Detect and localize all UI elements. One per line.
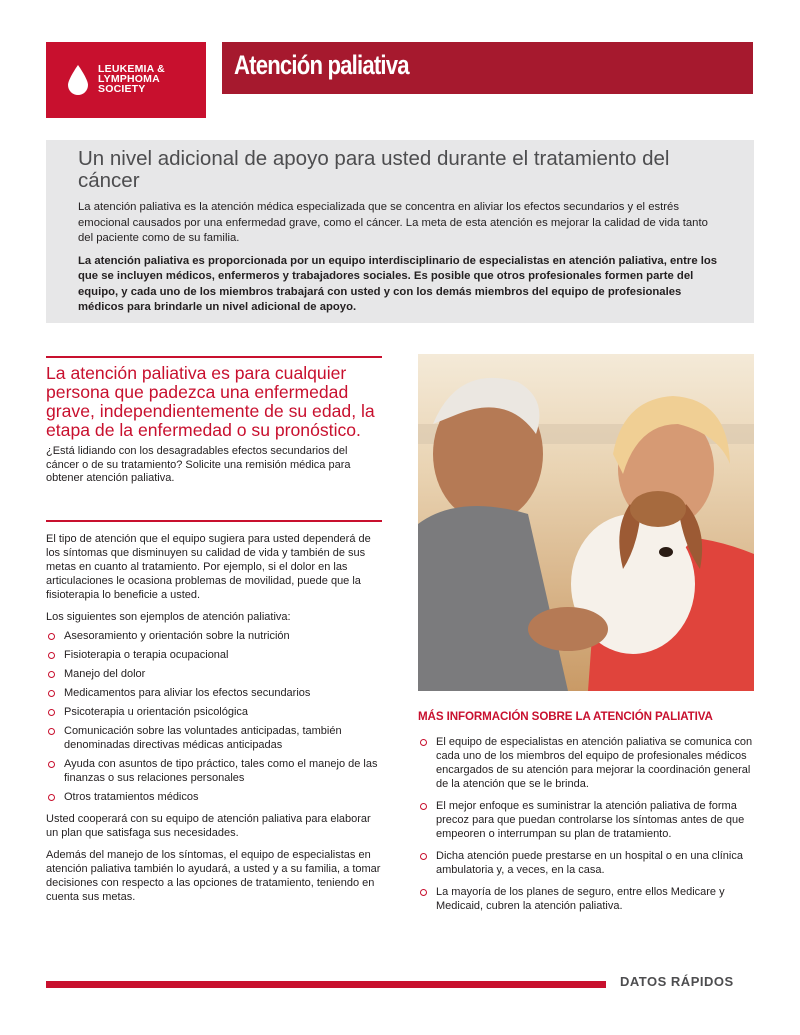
list-item: El mejor enfoque es suministrar la atención paliativa de forma precoz para que puedan controlarse los síntomas antes de que empeoren o interrumpan su plan de tratamiento. bbox=[418, 799, 754, 841]
photo-illustration bbox=[418, 354, 754, 691]
list-intro: Los siguientes son ejemplos de atención paliativa: bbox=[46, 611, 291, 623]
logo-wordmark bbox=[98, 64, 165, 94]
logo-line-1: LEUKEMIA & bbox=[98, 63, 165, 75]
footer-label: DATOS RÁPIDOS bbox=[620, 974, 734, 989]
list-item: Medicamentos para aliviar los efectos secundarios bbox=[46, 686, 382, 700]
logo-line-3: SOCIETY bbox=[98, 83, 146, 95]
list-item: Comunicación sobre las voluntades anticipadas, también denominadas directivas médicas anticipadas bbox=[46, 724, 382, 752]
list-item: Manejo del dolor bbox=[46, 667, 382, 681]
list-item: Ayuda con asuntos de tipo práctico, tales como el manejo de las finanzas o sus relaciones personales bbox=[46, 757, 382, 785]
blood-drop-icon bbox=[66, 64, 90, 96]
list-item: Psicoterapia u orientación psicológica bbox=[46, 705, 382, 719]
intro-box bbox=[46, 140, 754, 323]
left-column bbox=[46, 532, 382, 912]
intro-paragraph-2: La atención paliativa es proporcionada por un equipo interdisciplinario de especialistas en atención paliativa, entre los que se incluyen médicos, enfermeros y trabajadores sociales. Es posible que otros profesionales formen parte del equipo, y cada uno de los miembros trabajará con usted y con los demás miembros del equipo de profesionales médicos para brindarle un nivel adicional de apoyo. bbox=[78, 254, 718, 313]
more-info-heading: MÁS INFORMACIÓN SOBRE LA ATENCIÓN PALIATIVA bbox=[418, 710, 713, 723]
page-title: Atención paliativa bbox=[234, 50, 409, 80]
list-item: Asesoramiento y orientación sobre la nutrición bbox=[46, 629, 382, 643]
intro-paragraph-1: La atención paliativa es la atención médica especializada que se concentra en aliviar los efectos secundarios y el estrés emocional causados por una enfermedad grave, como el cáncer. La meta de esta atención es mejorar la calidad de vida tanto del paciente como de su familia. bbox=[78, 201, 708, 244]
left-paragraph-3: Además del manejo de los síntomas, el equipo de especialistas en atención paliativa también lo ayudará, a usted y a su familia, a tomar decisiones con respecto a las opciones de tratamiento, teniendo en cuenta sus metas. bbox=[46, 849, 381, 903]
page-header bbox=[46, 42, 753, 118]
list-item: Dicha atención puede prestarse en un hospital o en una clínica ambulatoria y, a veces, en la casa. bbox=[418, 849, 754, 877]
list-item: Fisioterapia o terapia ocupacional bbox=[46, 648, 382, 662]
left-paragraph-1: El tipo de atención que el equipo sugiera para usted dependerá de los síntomas que disminuyen su calidad de vida y también de sus metas en cuanto al tratamiento. Por ejemplo, si el dolor en las articulaciones le ocasiona problemas de movilidad, puede que la fisioterapia lo beneficie a usted. bbox=[46, 533, 371, 601]
list-item: Otros tratamientos médicos bbox=[46, 790, 382, 804]
callout-box bbox=[46, 356, 382, 522]
list-item: La mayoría de los planes de seguro, entre ellos Medicare y Medicaid, cubren la atención paliativa. bbox=[418, 885, 754, 913]
more-info-list bbox=[418, 735, 754, 913]
list-item: El equipo de especialistas en atención paliativa se comunica con cada uno de los miembros del equipo de profesionales médicos encargados de su atención para mejorar la coordinación general de la atención que se le brinda. bbox=[418, 735, 754, 791]
right-column bbox=[418, 710, 754, 921]
footer-rule bbox=[46, 981, 606, 988]
examples-list bbox=[46, 629, 382, 804]
logo-line-2: LYMPHOMA bbox=[98, 73, 160, 85]
callout-heading: La atención paliativa es para cualquier persona que padezca una enfermedad grave, independientemente de su edad, la etapa de la enfermedad o su pronóstico. bbox=[46, 363, 375, 440]
lls-logo bbox=[46, 42, 206, 118]
title-bar bbox=[222, 42, 753, 94]
callout-text: ¿Está lidiando con los desagradables efectos secundarios del cáncer o de su tratamiento? Solicite una remisión médica para obtener atención paliativa. bbox=[46, 445, 351, 484]
intro-heading: Un nivel adicional de apoyo para usted durante el tratamiento del cáncer bbox=[78, 147, 670, 192]
left-paragraph-2: Usted cooperará con su equipo de atención paliativa para elaborar un plan que satisfaga sus necesidades. bbox=[46, 813, 371, 839]
couple-with-dog-photo bbox=[418, 354, 754, 691]
